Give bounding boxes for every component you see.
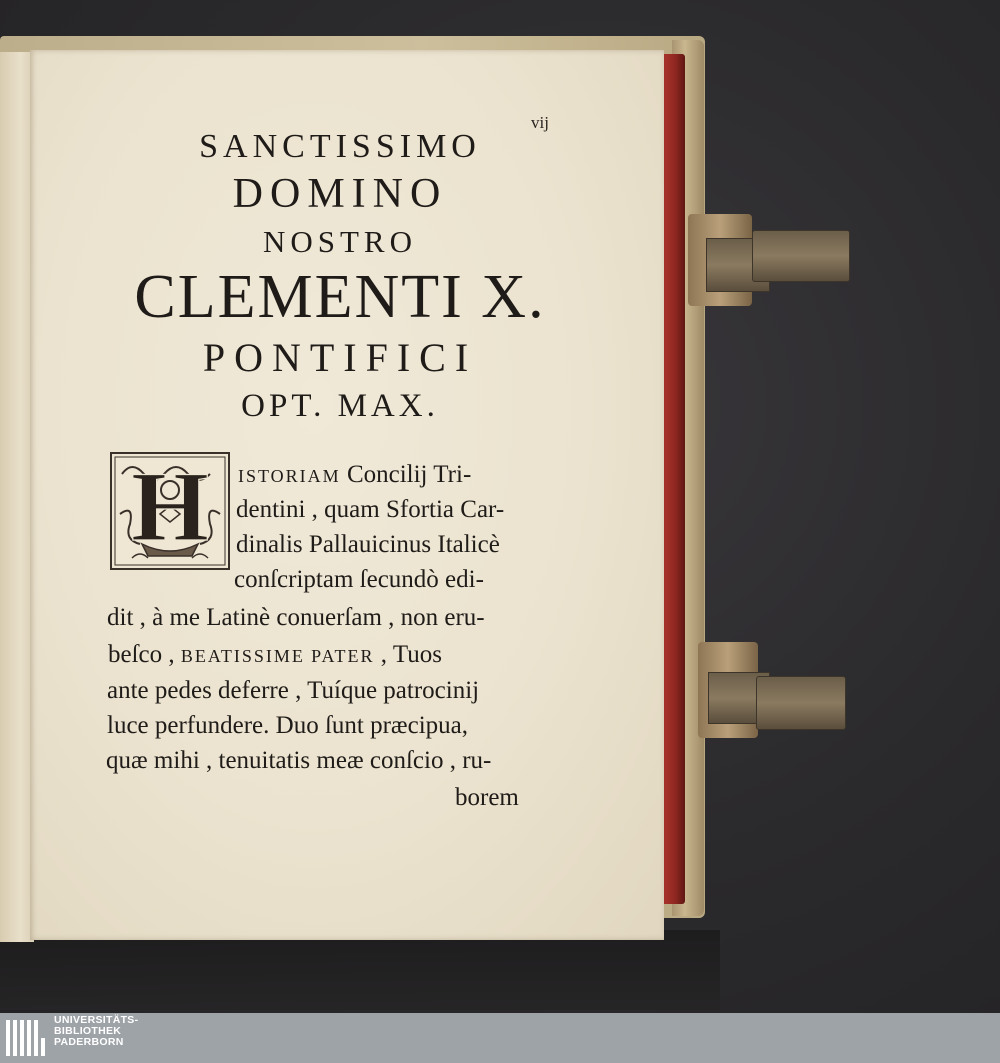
smallcaps-word: BEATISSIME bbox=[180, 646, 305, 666]
smallcaps-word: PATER bbox=[311, 646, 375, 666]
body-line-6 bbox=[108, 641, 442, 669]
body-line-9: quæ mihi , tenuitatis meæ conſcio , ru- bbox=[106, 747, 492, 774]
university-logo-icon bbox=[6, 1018, 48, 1060]
smallcaps-word: ISTORIAM bbox=[238, 466, 341, 486]
logo-line-2: BIBLIOTHEK bbox=[54, 1025, 122, 1037]
left-page-sliver bbox=[0, 52, 34, 942]
logo-line-3: PADERBORN bbox=[54, 1036, 124, 1048]
initial-letter: H bbox=[131, 454, 209, 562]
title-line-1: SANCTISSIMO bbox=[199, 128, 481, 165]
title-line-4: CLEMENTI X. bbox=[134, 263, 546, 331]
title-line-3: NOSTRO bbox=[262, 224, 417, 259]
body-line-4: conſcriptam ſecundò edi- bbox=[234, 566, 484, 593]
book-shadow bbox=[0, 930, 720, 1010]
body-line-7: ante pedes deferre , Tuíque patrocinij bbox=[107, 677, 480, 704]
title-line-2: DOMINO bbox=[232, 171, 448, 217]
body-line-8: luce perfundere. Duo ſunt præcipua, bbox=[107, 712, 468, 739]
body-text: , Tuos bbox=[374, 641, 442, 668]
folio-number: vij bbox=[531, 113, 549, 132]
body-line-5: dit , à me Latinè conuerſam , non eru- bbox=[107, 604, 485, 631]
body-text: beſco , bbox=[108, 641, 181, 668]
body-line-1 bbox=[238, 461, 471, 489]
title-line-5: PONTIFICI bbox=[202, 335, 478, 380]
body-text: Concilij Tri- bbox=[340, 461, 472, 488]
decorated-initial-icon bbox=[110, 452, 230, 570]
body-line-2: dentini , quam Sfortia Car- bbox=[236, 496, 505, 523]
title-line-6: OPT. MAX. bbox=[241, 388, 439, 424]
footer-bar bbox=[0, 1013, 1000, 1063]
university-logo-text bbox=[54, 1015, 138, 1048]
catchword: borem bbox=[455, 784, 519, 811]
logo-line-1: UNIVERSITÄTS- bbox=[54, 1014, 139, 1026]
body-line-3: dinalis Pallauicinus Italicè bbox=[236, 531, 500, 558]
